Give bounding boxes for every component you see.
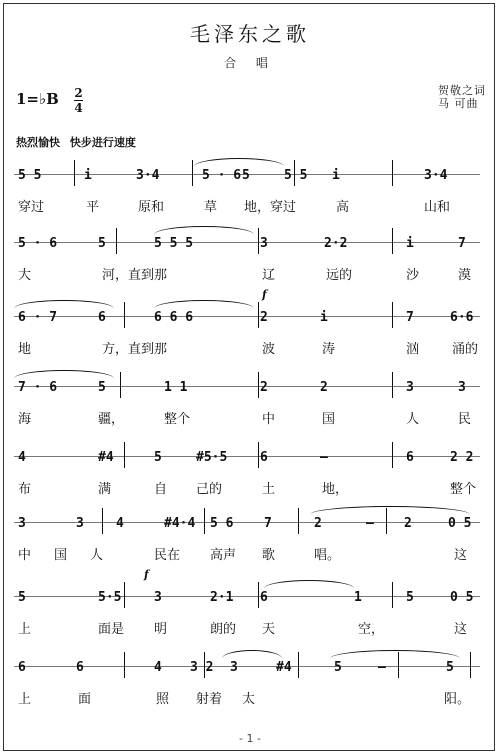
lyric-syllable: 涛 bbox=[322, 342, 336, 357]
note-group: 5 bbox=[154, 450, 162, 465]
bar-line bbox=[204, 508, 205, 534]
note-group: #4·4 bbox=[164, 516, 196, 531]
lyric-syllable: 朗的 bbox=[210, 622, 237, 637]
music-system bbox=[14, 160, 480, 230]
bar-line bbox=[102, 508, 103, 534]
lyric-syllable: 空， bbox=[358, 622, 385, 637]
note-group: 4 bbox=[154, 660, 162, 675]
bar-line bbox=[258, 442, 259, 468]
lyric-syllable: 涌的 bbox=[452, 342, 479, 357]
lyric-syllable: 人 bbox=[406, 412, 420, 427]
music-system bbox=[14, 442, 480, 512]
composer: 马 可曲 bbox=[438, 97, 479, 110]
dynamic-marking: f bbox=[144, 568, 149, 581]
lyric-syllable: 国 bbox=[322, 412, 336, 427]
lyric-syllable: 照 bbox=[156, 692, 170, 707]
note-group: – bbox=[366, 516, 374, 531]
credits bbox=[438, 84, 486, 110]
music-system bbox=[14, 288, 480, 372]
note-group: – bbox=[378, 660, 386, 675]
note-group: 7 · 6 bbox=[18, 380, 58, 395]
tempo-speed: 快步进行速度 bbox=[69, 136, 136, 149]
note-group: i bbox=[320, 310, 328, 325]
slur bbox=[264, 580, 354, 597]
lyric-syllable: 面 bbox=[78, 692, 92, 707]
note-group: 3 bbox=[406, 380, 414, 395]
tempo-marking bbox=[16, 134, 142, 150]
bar-line bbox=[74, 160, 75, 186]
note-group: 3 bbox=[458, 380, 466, 395]
note-group: 5 · 6 bbox=[18, 236, 58, 251]
lyric-syllable: 远的 bbox=[326, 268, 353, 283]
bar-line bbox=[258, 582, 259, 608]
lyric-syllable: 沙 bbox=[406, 268, 420, 283]
note-group: 5 bbox=[406, 590, 414, 605]
bar-line bbox=[392, 582, 393, 608]
note-group: 5 5 bbox=[284, 168, 308, 183]
lyric-syllable: 中 bbox=[262, 412, 276, 427]
note-group: 1 bbox=[354, 590, 362, 605]
bar-line bbox=[392, 372, 393, 398]
bar-line bbox=[258, 302, 259, 328]
note-group: 6 6 6 bbox=[154, 310, 194, 325]
lyric-syllable: 这 bbox=[454, 622, 468, 637]
note-group: 6 bbox=[260, 450, 268, 465]
lyric-syllable: 平 bbox=[86, 200, 100, 215]
bar-line bbox=[124, 652, 125, 678]
note-group: 6 · 7 bbox=[18, 310, 58, 325]
lyric-syllable: 人 bbox=[90, 548, 104, 563]
lyric-syllable: 河，直到那 bbox=[102, 268, 168, 283]
time-signature bbox=[74, 87, 83, 114]
tempo-character: 热烈愉快 bbox=[16, 136, 60, 149]
note-group: 3 bbox=[154, 590, 162, 605]
note-group: 2 2 bbox=[450, 450, 474, 465]
note-group: 5 · 6 bbox=[202, 168, 242, 183]
note-group: 5 bbox=[98, 380, 106, 395]
lyric-syllable: 太 bbox=[242, 692, 256, 707]
note-group: 5·5 bbox=[98, 590, 122, 605]
lyric-syllable: 原和 bbox=[138, 200, 165, 215]
note-group: 5 5 bbox=[18, 168, 42, 183]
lyric-syllable: 波 bbox=[262, 342, 276, 357]
note-group: 7 bbox=[406, 310, 414, 325]
bar-line bbox=[470, 652, 471, 678]
bar-line bbox=[392, 302, 393, 328]
note-group: i bbox=[406, 236, 414, 251]
time-signature-bottom: 4 bbox=[74, 101, 83, 115]
note-group: #4 bbox=[276, 660, 292, 675]
bar-line bbox=[124, 302, 125, 328]
note-group: 5 6 bbox=[210, 516, 234, 531]
note-group: 0 5 bbox=[448, 516, 472, 531]
lyric-syllable: 疆， bbox=[98, 412, 125, 427]
lyric-syllable: 自 bbox=[154, 482, 168, 497]
slur bbox=[310, 506, 470, 523]
lyric-syllable: 民在 bbox=[154, 548, 181, 563]
lyric-syllable: 高声 bbox=[210, 548, 237, 563]
note-group: 2·2 bbox=[324, 236, 348, 251]
lyric-syllable: 己的 bbox=[196, 482, 223, 497]
bar-line bbox=[258, 228, 259, 254]
note-group: 2 bbox=[260, 310, 268, 325]
lyric-syllable: 歌 bbox=[262, 548, 276, 563]
lyric-syllable: 这 bbox=[454, 548, 468, 563]
lyric-syllable: 土 bbox=[262, 482, 276, 497]
note-group: 6 bbox=[98, 310, 106, 325]
note-group: 7 bbox=[458, 236, 466, 251]
note-group: 3 bbox=[230, 660, 238, 675]
lyric-syllable: 方，直到那 bbox=[102, 342, 168, 357]
lyric-syllable: 满 bbox=[98, 482, 112, 497]
note-group: 3 bbox=[76, 516, 84, 531]
note-group: 6 bbox=[76, 660, 84, 675]
note-group: 3 2 bbox=[190, 660, 214, 675]
bar-line bbox=[124, 582, 125, 608]
song-subtitle: 合 唱 bbox=[224, 56, 276, 70]
note-group: 2 bbox=[320, 380, 328, 395]
note-group: 3·4 bbox=[424, 168, 448, 183]
music-system bbox=[14, 652, 480, 722]
note-group: 2 bbox=[404, 516, 412, 531]
note-group: 6 bbox=[260, 590, 268, 605]
song-title: 毛泽东之歌 bbox=[190, 22, 310, 46]
lyric-syllable: 民 bbox=[458, 412, 472, 427]
note-group: 7 bbox=[264, 516, 272, 531]
lyric-syllable: 上 bbox=[18, 622, 32, 637]
lyric-syllable: 山和 bbox=[424, 200, 451, 215]
lyric-syllable: 射着 bbox=[196, 692, 223, 707]
note-group: 3 bbox=[260, 236, 268, 251]
note-group: i bbox=[332, 168, 340, 183]
note-group: 2·1 bbox=[210, 590, 234, 605]
page-number: - 1 - bbox=[239, 732, 261, 745]
lyric-syllable: 地，穿过 bbox=[244, 200, 297, 215]
lyric-syllable: 整个 bbox=[164, 412, 191, 427]
bar-line bbox=[392, 442, 393, 468]
lyric-syllable: 海 bbox=[18, 412, 32, 427]
bar-line bbox=[392, 228, 393, 254]
note-group: 5 bbox=[18, 590, 26, 605]
note-group: i bbox=[84, 168, 92, 183]
music-system bbox=[14, 372, 480, 442]
lyric-syllable: 天 bbox=[262, 622, 276, 637]
lyric-syllable: 地 bbox=[18, 342, 32, 357]
note-group: – bbox=[320, 450, 328, 465]
note-group: 4 bbox=[18, 450, 26, 465]
note-group: 1 1 bbox=[164, 380, 188, 395]
note-group: 5 bbox=[98, 236, 106, 251]
lyric-syllable: 布 bbox=[18, 482, 32, 497]
lyric-syllable: 漠 bbox=[458, 268, 472, 283]
music-system bbox=[14, 508, 480, 578]
note-group: #5·5 bbox=[196, 450, 228, 465]
lyric-syllable: 唱。 bbox=[314, 548, 341, 563]
lyric-syllable: 大 bbox=[18, 268, 32, 283]
note-group: 0 5 bbox=[450, 590, 474, 605]
lyric-syllable: 草 bbox=[204, 200, 218, 215]
time-signature-top: 2 bbox=[74, 86, 83, 100]
lyric-syllable: 明 bbox=[154, 622, 168, 637]
bar-line bbox=[258, 372, 259, 398]
note-group: 5 bbox=[334, 660, 342, 675]
bar-line bbox=[116, 228, 117, 254]
lyric-syllable: 穿过 bbox=[18, 200, 45, 215]
note-group: 2 bbox=[314, 516, 322, 531]
note-group: 6 bbox=[406, 450, 414, 465]
note-group: #4 bbox=[98, 450, 114, 465]
key-signature: 1=♭B bbox=[16, 90, 59, 108]
lyric-syllable: 面是 bbox=[98, 622, 125, 637]
lyric-syllable: 阳。 bbox=[444, 692, 471, 707]
lyric-syllable: 地， bbox=[322, 482, 349, 497]
note-group: 6 bbox=[18, 660, 26, 675]
music-system bbox=[14, 568, 480, 652]
note-group: 5 5 5 bbox=[154, 236, 194, 251]
note-group: 5 bbox=[446, 660, 454, 675]
lyric-syllable: 汹 bbox=[406, 342, 420, 357]
note-group: 3·4 bbox=[136, 168, 160, 183]
lyric-syllable: 辽 bbox=[262, 268, 276, 283]
bar-line bbox=[120, 372, 121, 398]
lyric-syllable: 上 bbox=[18, 692, 32, 707]
lyric-syllable: 中 bbox=[18, 548, 32, 563]
bar-line bbox=[298, 652, 299, 678]
bar-line bbox=[192, 160, 193, 186]
music-system bbox=[14, 228, 480, 298]
bar-line bbox=[298, 508, 299, 534]
lyricist: 贺敬之词 bbox=[438, 84, 486, 97]
lyric-syllable: 高 bbox=[336, 200, 350, 215]
slur bbox=[330, 650, 460, 667]
bar-line bbox=[124, 442, 125, 468]
note-group: 6·6 bbox=[450, 310, 474, 325]
lyric-syllable: 国 bbox=[54, 548, 68, 563]
dynamic-marking: f bbox=[262, 288, 267, 301]
note-group: 4 bbox=[116, 516, 124, 531]
note-group: 3 bbox=[18, 516, 26, 531]
bar-line bbox=[392, 160, 393, 186]
lyric-syllable: 整个 bbox=[450, 482, 477, 497]
note-group: 2 bbox=[260, 380, 268, 395]
note-group: 5 bbox=[242, 168, 250, 183]
